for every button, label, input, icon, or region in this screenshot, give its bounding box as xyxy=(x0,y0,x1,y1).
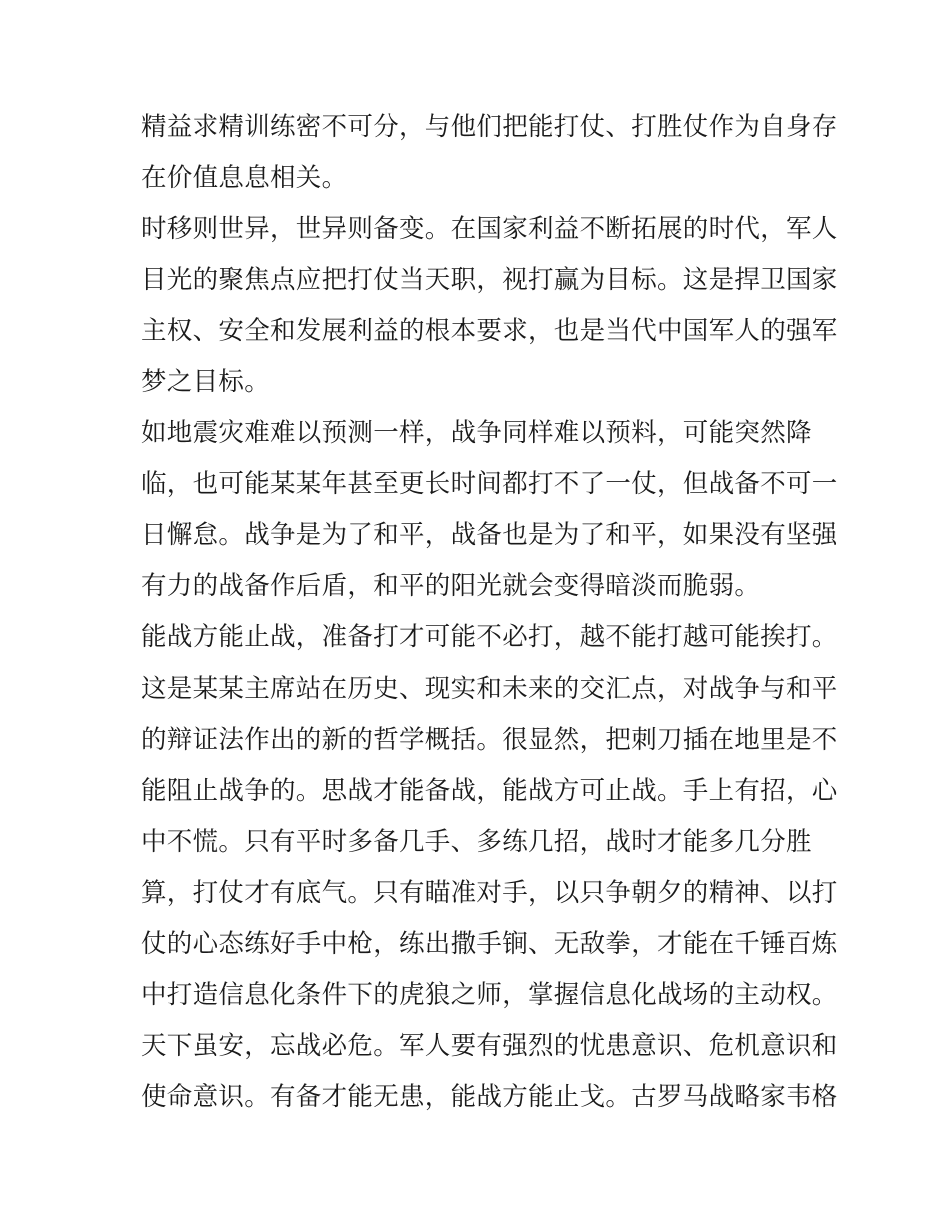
text-line: 中不慌。只有平时多备几手、多练几招，战时才能多几分胜 xyxy=(141,826,812,857)
text-line: 日懈怠。战争是为了和平，战备也是为了和平，如果没有坚强 xyxy=(141,520,838,551)
text-line: 主权、安全和发展利益的根本要求，也是当代中国军人的强军 xyxy=(141,316,838,347)
text-line: 使命意识。有备才能无患，能战方能止戈。古罗马战略家韦格 xyxy=(141,1081,838,1112)
text-line: 精益求精训练密不可分，与他们把能打仗、打胜仗作为自身存 xyxy=(141,112,838,142)
document-page xyxy=(141,102,838,1123)
text-line: 临，也可能某某年甚至更长时间都打不了一仗，但战备不可一 xyxy=(141,469,838,500)
text-line: 的辩证法作出的新的哲学概括。很显然，把刺刀插在地里是不 xyxy=(141,724,838,755)
text-line: 天下虽安，忘战必危。军人要有强烈的忧患意识、危机意识和 xyxy=(141,1030,838,1061)
text-line: 目光的聚焦点应把打仗当天职，视打赢为目标。这是捍卫国家 xyxy=(141,265,838,296)
text-line: 仗的心态练好手中枪，练出撒手锏、无敌拳，才能在千锤百炼 xyxy=(141,928,838,959)
text-line: 时移则世异，世异则备变。在国家利益不断拓展的时代，军人 xyxy=(141,214,838,245)
text-line: 能战方能止战，准备打才可能不必打，越不能打越可能挨打。 xyxy=(141,622,838,653)
text-line: 这是某某主席站在历史、现实和未来的交汇点，对战争与和平 xyxy=(141,673,838,704)
text-line: 如地震灾难难以预测一样，战争同样难以预料，可能突然降 xyxy=(141,418,812,449)
text-line: 能阻止战争的。思战才能备战，能战方可止战。手上有招，心 xyxy=(141,775,838,806)
text-line: 算，打仗才有底气。只有瞄准对手，以只争朝夕的精神、以打 xyxy=(141,877,838,908)
text-line: 梦之目标。 xyxy=(141,367,271,398)
text-line: 有力的战备作后盾，和平的阳光就会变得暗淡而脆弱。 xyxy=(141,571,761,602)
text-line: 中打造信息化条件下的虎狼之师，掌握信息化战场的主动权。 xyxy=(141,979,838,1010)
text-line: 在价值息息相关。 xyxy=(141,163,348,194)
